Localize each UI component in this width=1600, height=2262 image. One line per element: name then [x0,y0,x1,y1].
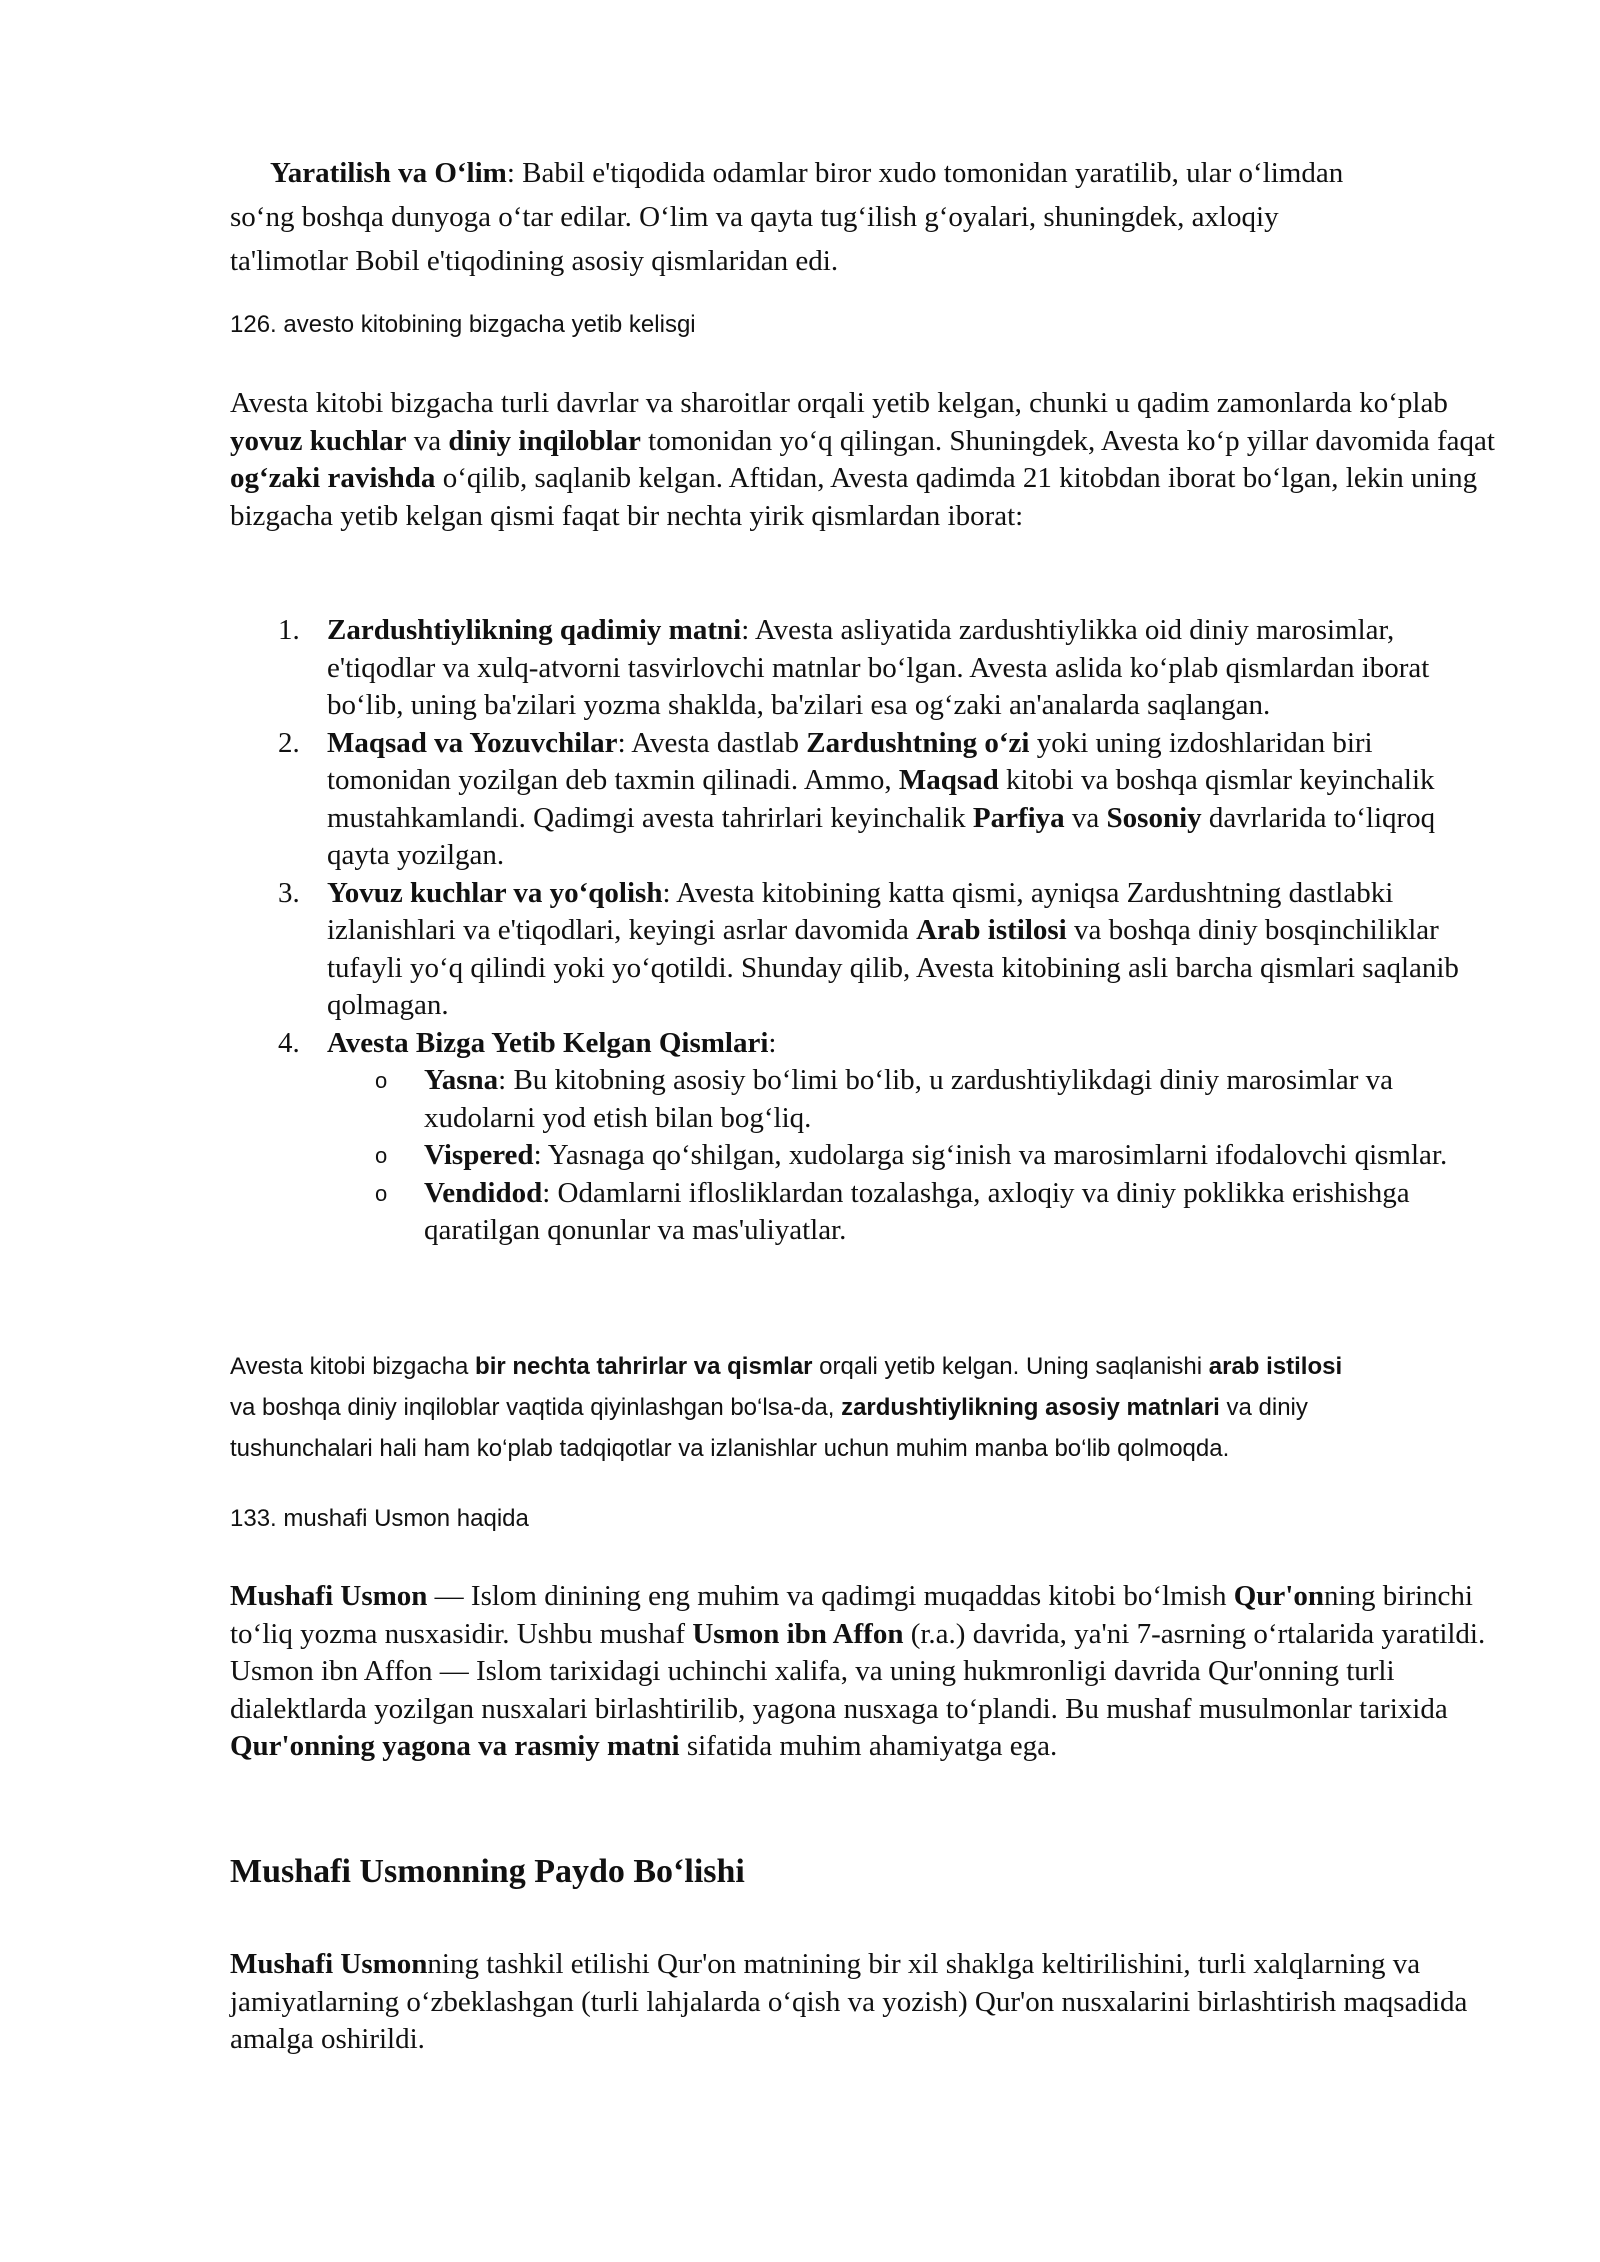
list-item-term: Yovuz kuchlar va yo‘qolish [327,876,663,909]
avesta-parts-sublist [327,1062,1500,1250]
intro-term: Yaratilish va O‘lim [270,157,507,189]
list-item: 1. Zardushtiylikning qadimiy matni: Avesta asliyatida zardushtiylikka oid diniy marosimlar, e'tiqodlar va xulq-atvorni tasvirlovchi matnlar bo‘lgan. Avesta aslida ko‘plab qismlardan iborat bo‘lib, uning ba'zilari yozma shaklda, ba'zilari esa og‘zaki an'analarda saqlangan. [278,614,1430,721]
sublist-item: o Yasna: Bu kitobning asosiy bo‘limi bo‘lib, u zardushtiylikdagi diniy marosimlar va xudolarni yod etish bilan bog‘liq. [375,1064,1394,1134]
heading-126: 126. avesto kitobining bizgacha yetib kelisgi [230,311,696,338]
list-item-term: Avesta Bizga Yetib Kelgan Qismlari [327,1026,769,1059]
mushaf-origin-paragraph: Mushafi Usmonning tashkil etilishi Qur'on matnining bir xil shaklga keltirilishini, turli xalqlarning va jamiyatlarning o‘zbeklashgan (turli lahjalarda o‘qish va yozish) Qur'on nusxalarini birlashtirish maqsadida amalga oshirildi. [230,1948,1468,2055]
list-item: 2. Maqsad va Yozuvchilar: Avesta dastlab Zardushtning o‘zi yoki uning izdoshlaridan biri tomonidan yozilgan deb taxmin qilinadi. Ammo, Maqsad kitobi va boshqa qismlar keyinchalik mustahkamlandi. Qadimgi avesta tahrirlari keyinchalik Parfiya va Sosoniy davrlarida to‘liqroq qayta yozilgan. [278,726,1436,871]
avesta-list [230,612,1500,1250]
sublist-item: o Vispered: Yasnaga qo‘shilgan, xudolarga sig‘inish va marosimlarni ifodalovchi qismlar. [327,1137,1500,1175]
avesta-intro-paragraph: Avesta kitobi bizgacha turli davrlar va sharoitlar orqali yetib kelgan, chunki u qadim zamonlarda ko‘plab yovuz kuchlar va diniy inqiloblar tomonidan yo‘q qilingan. Shuningdek, Avesta ko‘p yillar davomida faqat og‘zaki ravishda o‘qilib, saqlanib kelgan. Aftidan, Avesta qadimda 21 kitobdan iborat bo‘lgan, lekin uning bizgacha yetib kelgan qismi faqat bir nechta yirik qismlardan iborat: [230,387,1495,532]
list-item: 3. Yovuz kuchlar va yo‘qolish: Avesta kitobining katta qismi, ayniqsa Zardushtning dastlabki izlanishlari va e'tiqodlari, keyingi asrlar davomida Arab istilosi va boshqa diniy bosqinchiliklar tufayli yo‘q qilindi yoki yo‘qotildi. Shunday qilib, Avesta kitobining asli barcha qismlari saqlanib qolmagan. [278,876,1459,1021]
heading-133: 133. mushafi Usmon haqida [230,1505,529,1532]
list-item-term: Zardushtiylikning qadimiy matni [327,614,742,646]
sublist-item: o Vendidod: Odamlarni iflosliklardan tozalashga, axloqiy va diniy poklikka erishishga qaratilgan qonunlar va mas'uliyatlar. [375,1176,1410,1246]
section-title: Mushafi Usmonning Paydo Bo‘lishi [230,1853,745,1890]
list-item-term: Maqsad va Yozuvchilar [327,726,618,759]
intro-paragraph: Yaratilish va O‘lim: Babil e'tiqodida odamlar biror xudo tomonidan yaratilib, ular o‘limdan so‘ng boshqa dunyoga o‘tar edilar. O‘lim va qayta tug‘ilish g‘oyalari, shuningdek, axloqiy ta'limotlar Bobil e'tiqodining asosiy qismlaridan edi. [230,157,1344,277]
bullet-icon: o [375,1180,388,1206]
bullet-icon: o [375,1068,388,1093]
list-item: 4. Avesta Bizga Yetib Kelgan Qismlari: o Yasna: Bu kitobning asosiy bo‘limi bo‘lib, u zardushtiylikdagi diniy marosimlar va xudolarni yod etish bilan bog‘liq. o Vispered: Yasnaga qo‘shilgan, xudolarga sig‘inish va marosimlarni ifodalovchi qismlar. o Vendidod: Odamlarni iflosliklardan tozalashga, axloqiy va diniy poklikka erishishga qaratilgan qonunlar va mas'uliyatlar. [230,1025,1500,1250]
bullet-icon: o [375,1143,388,1168]
avesta-summary-paragraph: Avesta kitobi bizgacha bir nechta tahrirlar va qismlar orqali yetib kelgan. Uning saqlanishi arab istilosi va boshqa diniy inqiloblar vaqtida qiyinlashgan bo‘lsa-da, zardushtiylikning asosiy matnlari va diniy tushunchalari hali ham ko‘plab tadqiqotlar va izlanishlar uchun muhim manba bo‘lib qolmoqda. [230,1353,1343,1462]
mushaf-intro-paragraph: Mushafi Usmon — Islom dinining eng muhim va qadimgi muqaddas kitobi bo‘lmish Qur'onning birinchi to‘liq yozma nusxasidir. Ushbu mushaf Usmon ibn Affon (r.a.) davrida, ya'ni 7-asrning o‘rtalarida yaratildi. Usmon ibn Affon — Islom tarixidagi uchinchi xalifa, va uning hukmronligi davrida Qur'onning turli dialektlarda yozilgan nusxalari birlashtirilib, yagona nusxaga to‘plandi. Bu mushaf musulmonlar tarixida Qur'onning yagona va rasmiy matni sifatida muhim ahamiyatga ega. [230,1580,1486,1762]
